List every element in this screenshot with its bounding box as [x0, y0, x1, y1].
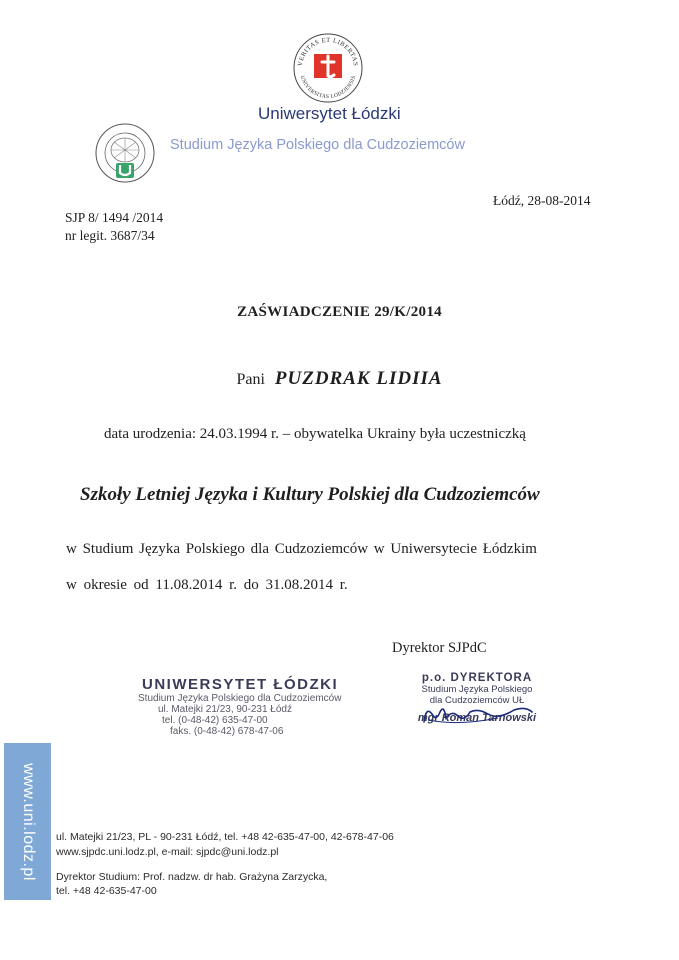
recipient-line	[0, 368, 679, 390]
university-name: Uniwersytet Łódzki	[258, 104, 401, 123]
handwritten-signature	[418, 700, 538, 730]
footer-phone: tel. +48 42-635-47-00	[56, 885, 157, 897]
studium-seal-icon	[94, 122, 156, 184]
stamp-university-tel: tel. (0-48-42) 635-47-00	[162, 715, 268, 726]
legitimation-number: nr legit. 3687/34	[65, 228, 155, 243]
stamp-university-fax: faks. (0-48-42) 678-47-06	[170, 726, 284, 737]
place-line: w Studium Języka Polskiego dla Cudzoziemców w Uniwersytecie Łódzkim	[66, 541, 537, 557]
side-url-text: www.uni.lodz.pl	[19, 762, 37, 881]
studium-name: Studium Języka Polskiego dla Cudzoziemców	[170, 137, 465, 153]
course-title: Szkoły Letniej Języka i Kultury Polskiej dla Cudzoziemców	[80, 484, 540, 505]
university-stamp	[138, 676, 342, 737]
stamp-director-unit-2: dla Cudzoziemców UŁ	[429, 695, 525, 706]
side-url-band	[4, 743, 51, 900]
reference-number: SJP 8/ 1494 /2014	[65, 210, 164, 225]
recipient-name: PUZDRAK LIDIIA	[274, 368, 443, 389]
birth-date-line: data urodzenia: 24.03.1994 r. – obywatelka Ukrainy była uczestniczką	[104, 426, 526, 442]
stamp-director-name: mgr Roman Tarnowski	[417, 712, 537, 724]
certificate-title: ZAŚWIADCZENIE 29/K/2014	[237, 304, 442, 320]
stamp-director-unit-1: Studium Języka Polskiego	[421, 684, 533, 695]
salutation: Pani	[236, 371, 265, 388]
period-line: w okresie od 11.08.2014 r. do 31.08.2014 r.	[66, 577, 348, 593]
university-seal-icon	[292, 32, 364, 104]
stamp-university-title: UNIWERSYTET ŁÓDZKI	[142, 676, 339, 693]
footer-web-email: www.sjpdc.uni.lodz.pl, e-mail: sjpdc@uni.lodz.pl	[56, 846, 279, 858]
stamp-university-address: ul. Matejki 21/23, 90-231 Łódź	[158, 704, 292, 715]
footer-address: ul. Matejki 21/23, PL - 90-231 Łódź, tel. +48 42-635-47-00, 42-678-47-06	[56, 831, 394, 843]
svg-text:UNIVERSITAS LODZIENSIS: UNIVERSITAS LODZIENSIS	[298, 74, 358, 101]
svg-text:VERITAS ET LIBERTAS: VERITAS ET LIBERTAS	[296, 36, 359, 67]
stamp-university-unit: Studium Języka Polskiego dla Cudzoziemców	[138, 693, 342, 704]
stamp-director-title: p.o. DYREKTORA	[421, 672, 533, 684]
footer-director: Dyrektor Studium: Prof. nadzw. dr hab. Grażyna Zarzycka,	[56, 871, 328, 883]
director-title: Dyrektor SJPdC	[392, 640, 487, 656]
city-date: Łódź, 28-08-2014	[493, 193, 591, 208]
